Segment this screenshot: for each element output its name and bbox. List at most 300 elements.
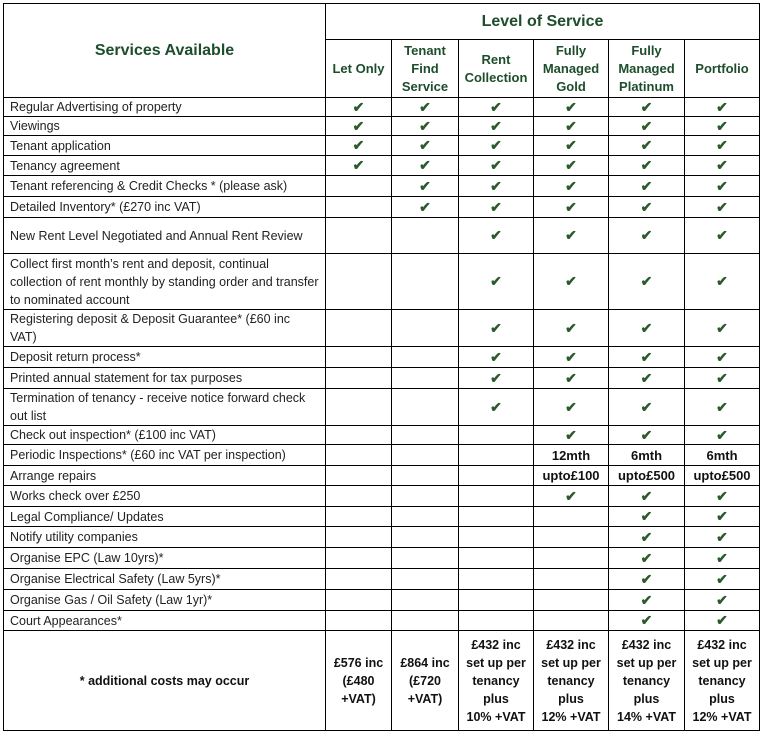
check-icon: ✔: [716, 612, 728, 628]
services-available-header: [4, 4, 326, 98]
check-icon: ✔: [716, 117, 728, 134]
cell-fully-managed-gold: [534, 197, 609, 218]
table-row: [4, 218, 760, 254]
service-name: Tenant application: [4, 136, 326, 156]
cell-fully-managed-platinum: [609, 347, 685, 368]
check-icon: ✔: [565, 348, 577, 365]
check-icon: ✔: [716, 177, 728, 194]
cell-let-only: [326, 389, 392, 426]
check-icon: ✔: [419, 137, 431, 153]
table-row: [4, 611, 760, 631]
check-icon: ✔: [565, 319, 577, 336]
cell-tenant-find-service: [392, 548, 459, 569]
check-icon: ✔: [716, 426, 728, 443]
cell-tenant-find-service: [392, 117, 459, 136]
cell-tenant-find-service: [392, 445, 459, 466]
cell-fully-managed-platinum: [609, 176, 685, 197]
price-line: 14% +VAT: [617, 709, 676, 724]
check-icon: ✔: [490, 98, 502, 115]
price-let-only: [326, 631, 392, 731]
cell-fully-managed-platinum: [609, 527, 685, 548]
cell-portfolio: [685, 117, 760, 136]
cell-fully-managed-gold: [534, 389, 609, 426]
check-icon: ✔: [565, 177, 577, 194]
service-name: Viewings: [4, 117, 326, 136]
price-line: £864 inc: [400, 655, 450, 670]
cell-fully-managed-platinum: [609, 569, 685, 590]
price-fully-managed-gold: [534, 631, 609, 731]
check-icon: ✔: [352, 157, 365, 173]
cell-portfolio: [685, 445, 760, 466]
check-icon: ✔: [419, 117, 431, 134]
cell-portfolio: [685, 486, 760, 507]
cell-fully-managed-gold: [534, 445, 609, 466]
level-of-service-title: Level of Service: [481, 12, 604, 30]
column-header-line: Collection: [464, 69, 528, 85]
price-fully-managed-platinum: [609, 631, 685, 731]
price-line: set up per: [466, 655, 526, 670]
check-icon: ✔: [640, 487, 653, 504]
cell-let-only: [326, 136, 392, 156]
column-header-fully-managed-platinum: [609, 40, 685, 98]
column-header-line: Fully: [631, 42, 662, 58]
check-icon: ✔: [716, 549, 728, 566]
cell-rent-collection: [459, 611, 534, 631]
column-header-rent-collection: [459, 40, 534, 98]
cell-portfolio: [685, 310, 760, 347]
column-header-line: Tenant: [404, 42, 446, 58]
cell-tenant-find-service: [392, 98, 459, 117]
cell-fully-managed-gold: [534, 254, 609, 310]
table-row: [4, 486, 760, 507]
table-row: [4, 569, 760, 590]
cell-fully-managed-gold: [534, 310, 609, 347]
table-row: [4, 507, 760, 527]
cell-let-only: [326, 426, 392, 445]
cell-rent-collection: [459, 117, 534, 136]
cell-fully-managed-platinum: [609, 218, 685, 254]
price-line: set up per: [541, 655, 601, 670]
cell-fully-managed-platinum: [609, 466, 685, 486]
service-name: Works check over £250: [4, 486, 326, 507]
cell-let-only: [326, 548, 392, 569]
table-row: [4, 389, 760, 426]
price-line: £432 inc: [697, 637, 747, 652]
cell-rent-collection: [459, 197, 534, 218]
cell-fully-managed-platinum: [609, 98, 685, 117]
cell-rent-collection: [459, 426, 534, 445]
cell-portfolio: [685, 347, 760, 368]
check-icon: ✔: [640, 398, 653, 415]
service-name: Termination of tenancy - receive notice forward check out list: [4, 389, 326, 426]
cell-fully-managed-platinum: [609, 548, 685, 569]
cell-fully-managed-platinum: [609, 368, 685, 389]
cell-portfolio: [685, 176, 760, 197]
check-icon: ✔: [565, 273, 577, 289]
cell-fully-managed-gold: [534, 136, 609, 156]
cell-rent-collection: [459, 445, 534, 466]
column-header-line: Portfolio: [695, 60, 749, 76]
table-row: [4, 590, 760, 611]
check-icon: ✔: [565, 487, 577, 504]
column-header-line: Managed: [542, 60, 600, 76]
level-of-service-header: [326, 4, 760, 40]
cell-tenant-find-service: [392, 569, 459, 590]
check-icon: ✔: [352, 117, 365, 134]
table-row: [4, 426, 760, 445]
check-icon: ✔: [640, 227, 653, 243]
cell-portfolio: [685, 254, 760, 310]
cell-fully-managed-platinum: [609, 254, 685, 310]
cell-fully-managed-platinum: [609, 486, 685, 507]
check-icon: ✔: [490, 157, 502, 173]
table-row: [4, 527, 760, 548]
cell-rent-collection: [459, 590, 534, 611]
cell-let-only: [326, 218, 392, 254]
cell-rent-collection: [459, 218, 534, 254]
check-icon: ✔: [565, 157, 577, 173]
check-icon: ✔: [640, 137, 653, 153]
additional-costs-note: * additional costs may occur: [4, 631, 326, 731]
service-name: Arrange repairs: [4, 466, 326, 486]
cell-fully-managed-gold: [534, 569, 609, 590]
cell-tenant-find-service: [392, 527, 459, 548]
cell-let-only: [326, 445, 392, 466]
cell-value: upto£500: [693, 468, 751, 483]
check-icon: ✔: [716, 273, 728, 289]
cell-portfolio: [685, 527, 760, 548]
cell-let-only: [326, 611, 392, 631]
service-name: Court Appearances*: [4, 611, 326, 631]
price-line: tenancy: [622, 673, 671, 688]
check-icon: ✔: [640, 98, 653, 115]
cell-rent-collection: [459, 389, 534, 426]
services-available-title: Services Available: [94, 41, 235, 59]
cell-tenant-find-service: [392, 197, 459, 218]
check-icon: ✔: [352, 137, 365, 153]
check-icon: ✔: [640, 591, 653, 608]
cell-tenant-find-service: [392, 310, 459, 347]
price-line: +VAT): [407, 691, 443, 706]
price-line: set up per: [616, 655, 677, 670]
table-row: [4, 548, 760, 569]
check-icon: ✔: [716, 198, 728, 215]
cell-fully-managed-gold: [534, 548, 609, 569]
column-header-portfolio: [685, 40, 760, 98]
service-name: Organise EPC (Law 10yrs)*: [4, 548, 326, 569]
pricing-row: [4, 631, 760, 731]
cell-tenant-find-service: [392, 347, 459, 368]
check-icon: ✔: [716, 137, 728, 153]
service-name: Tenant referencing & Credit Checks * (please ask): [4, 176, 326, 197]
price-line: plus: [709, 691, 735, 706]
cell-rent-collection: [459, 527, 534, 548]
price-portfolio: [685, 631, 760, 731]
check-icon: ✔: [565, 369, 577, 386]
cell-fully-managed-gold: [534, 590, 609, 611]
check-icon: ✔: [490, 227, 502, 243]
cell-rent-collection: [459, 176, 534, 197]
table-row: [4, 98, 760, 117]
cell-rent-collection: [459, 548, 534, 569]
price-line: set up per: [692, 655, 752, 670]
service-name: Registering deposit & Deposit Guarantee* (£60 inc VAT): [4, 310, 326, 347]
column-header-line: Rent: [481, 51, 511, 67]
column-header-line: Let Only: [332, 60, 385, 76]
cell-fully-managed-gold: [534, 176, 609, 197]
price-line: plus: [558, 691, 584, 706]
cell-rent-collection: [459, 136, 534, 156]
cell-let-only: [326, 569, 392, 590]
price-line: 12% +VAT: [692, 709, 752, 724]
price-line: (£720: [409, 673, 441, 688]
cell-tenant-find-service: [392, 136, 459, 156]
check-icon: ✔: [716, 348, 728, 365]
table-row: [4, 310, 760, 347]
cell-fully-managed-gold: [534, 156, 609, 176]
service-name: Periodic Inspections* (£60 inc VAT per inspection): [4, 445, 326, 466]
check-icon: ✔: [716, 591, 728, 608]
cell-tenant-find-service: [392, 486, 459, 507]
cell-let-only: [326, 486, 392, 507]
column-header-line: Fully: [555, 42, 587, 58]
cell-fully-managed-platinum: [609, 310, 685, 347]
cell-portfolio: [685, 548, 760, 569]
cell-fully-managed-gold: [534, 527, 609, 548]
price-line: £432 inc: [471, 637, 521, 652]
cell-portfolio: [685, 466, 760, 486]
cell-let-only: [326, 347, 392, 368]
cell-portfolio: [685, 156, 760, 176]
cell-rent-collection: [459, 347, 534, 368]
check-icon: ✔: [419, 98, 431, 115]
check-icon: ✔: [716, 508, 728, 524]
check-icon: ✔: [490, 369, 502, 386]
cell-tenant-find-service: [392, 389, 459, 426]
cell-let-only: [326, 310, 392, 347]
cell-rent-collection: [459, 156, 534, 176]
price-line: (£480: [342, 673, 375, 688]
cell-portfolio: [685, 368, 760, 389]
price-line: £432 inc: [621, 637, 672, 652]
cell-fully-managed-platinum: [609, 445, 685, 466]
table-row: [4, 136, 760, 156]
cell-fully-managed-gold: [534, 486, 609, 507]
cell-value: 6mth: [706, 447, 738, 463]
check-icon: ✔: [640, 198, 653, 215]
cell-portfolio: [685, 426, 760, 445]
service-level-table: [3, 3, 760, 731]
cell-fully-managed-platinum: [609, 197, 685, 218]
cell-value: 12mth: [551, 447, 591, 463]
price-line: 12% +VAT: [541, 709, 601, 724]
table-row: [4, 445, 760, 466]
service-name: Deposit return process*: [4, 347, 326, 368]
check-icon: ✔: [716, 98, 728, 115]
cell-rent-collection: [459, 310, 534, 347]
column-header-line: Managed: [618, 60, 675, 76]
check-icon: ✔: [640, 528, 653, 545]
cell-fully-managed-platinum: [609, 389, 685, 426]
service-name: Tenancy agreement: [4, 156, 326, 176]
check-icon: ✔: [490, 273, 502, 289]
cell-let-only: [326, 156, 392, 176]
cell-rent-collection: [459, 507, 534, 527]
cell-let-only: [326, 197, 392, 218]
price-rent-collection: [459, 631, 534, 731]
cell-tenant-find-service: [392, 466, 459, 486]
check-icon: ✔: [716, 570, 728, 587]
column-header-line: Platinum: [619, 78, 674, 94]
cell-fully-managed-gold: [534, 347, 609, 368]
cell-let-only: [326, 466, 392, 486]
cell-tenant-find-service: [392, 176, 459, 197]
check-icon: ✔: [716, 528, 728, 545]
price-line: £432 inc: [546, 637, 596, 652]
cell-tenant-find-service: [392, 611, 459, 631]
cell-tenant-find-service: [392, 426, 459, 445]
price-line: tenancy: [698, 673, 746, 688]
check-icon: ✔: [352, 98, 365, 115]
check-icon: ✔: [565, 398, 577, 415]
cell-fully-managed-gold: [534, 368, 609, 389]
check-icon: ✔: [640, 549, 653, 566]
check-icon: ✔: [640, 319, 653, 336]
check-icon: ✔: [490, 398, 502, 415]
check-icon: ✔: [419, 177, 431, 194]
cell-portfolio: [685, 218, 760, 254]
service-name: Legal Compliance/ Updates: [4, 507, 326, 527]
service-name: Regular Advertising of property: [4, 98, 326, 117]
cell-fully-managed-gold: [534, 98, 609, 117]
cell-portfolio: [685, 611, 760, 631]
cell-value: upto£500: [617, 468, 676, 483]
price-line: £576 inc: [333, 655, 384, 670]
check-icon: ✔: [640, 612, 653, 628]
cell-fully-managed-gold: [534, 611, 609, 631]
cell-value: upto£100: [542, 468, 600, 483]
cell-portfolio: [685, 590, 760, 611]
cell-fully-managed-gold: [534, 507, 609, 527]
cell-tenant-find-service: [392, 507, 459, 527]
check-icon: ✔: [640, 117, 653, 134]
price-line: 10% +VAT: [466, 709, 526, 724]
check-icon: ✔: [490, 137, 502, 153]
table-row: [4, 254, 760, 310]
cell-let-only: [326, 507, 392, 527]
cell-fully-managed-platinum: [609, 117, 685, 136]
check-icon: ✔: [640, 273, 653, 289]
cell-let-only: [326, 98, 392, 117]
table-row: [4, 117, 760, 136]
cell-tenant-find-service: [392, 254, 459, 310]
check-icon: ✔: [640, 177, 653, 194]
table-row: [4, 197, 760, 218]
check-icon: ✔: [565, 137, 577, 153]
table-row: [4, 347, 760, 368]
check-icon: ✔: [716, 487, 728, 504]
cell-fully-managed-gold: [534, 218, 609, 254]
column-header-line: Gold: [556, 78, 586, 94]
check-icon: ✔: [490, 177, 502, 194]
cell-portfolio: [685, 136, 760, 156]
cell-value: 6mth: [630, 447, 663, 463]
check-icon: ✔: [490, 348, 502, 365]
cell-fully-managed-platinum: [609, 136, 685, 156]
column-header-line: Service: [401, 78, 449, 94]
service-name: Organise Gas / Oil Safety (Law 1yr)*: [4, 590, 326, 611]
check-icon: ✔: [640, 426, 653, 443]
column-header-let-only: [326, 40, 392, 98]
check-icon: ✔: [565, 426, 577, 443]
service-name: Printed annual statement for tax purposes: [4, 368, 326, 389]
cell-portfolio: [685, 569, 760, 590]
cell-fully-managed-platinum: [609, 426, 685, 445]
check-icon: ✔: [490, 198, 502, 215]
table-row: [4, 368, 760, 389]
cell-portfolio: [685, 507, 760, 527]
table-row: [4, 466, 760, 486]
price-line: plus: [633, 691, 660, 706]
cell-rent-collection: [459, 98, 534, 117]
cell-tenant-find-service: [392, 218, 459, 254]
cell-fully-managed-platinum: [609, 156, 685, 176]
cell-fully-managed-gold: [534, 466, 609, 486]
service-name: Detailed Inventory* (£270 inc VAT): [4, 197, 326, 218]
cell-fully-managed-gold: [534, 426, 609, 445]
cell-rent-collection: [459, 486, 534, 507]
service-name: Collect first month’s rent and deposit, continual collection of rent monthly by standing order and transfer to nominated account: [4, 254, 326, 310]
service-name: Organise Electrical Safety (Law 5yrs)*: [4, 569, 326, 590]
table-row: [4, 156, 760, 176]
cell-let-only: [326, 254, 392, 310]
check-icon: ✔: [640, 157, 653, 173]
cell-portfolio: [685, 389, 760, 426]
check-icon: ✔: [419, 198, 431, 215]
check-icon: ✔: [565, 227, 577, 243]
check-icon: ✔: [640, 348, 653, 365]
cell-fully-managed-platinum: [609, 611, 685, 631]
price-line: plus: [483, 691, 509, 706]
table-body: [4, 98, 760, 731]
service-name: New Rent Level Negotiated and Annual Rent Review: [4, 218, 326, 254]
check-icon: ✔: [716, 227, 728, 243]
check-icon: ✔: [640, 508, 653, 524]
table-row: [4, 176, 760, 197]
check-icon: ✔: [716, 319, 728, 336]
cell-let-only: [326, 368, 392, 389]
cell-let-only: [326, 117, 392, 136]
check-icon: ✔: [565, 117, 577, 134]
cell-let-only: [326, 176, 392, 197]
cell-tenant-find-service: [392, 368, 459, 389]
cell-rent-collection: [459, 569, 534, 590]
cell-fully-managed-platinum: [609, 590, 685, 611]
column-header-line: Find: [411, 60, 439, 76]
service-name: Check out inspection* (£100 inc VAT): [4, 426, 326, 445]
check-icon: ✔: [565, 198, 577, 215]
price-tenant-find-service: [392, 631, 459, 731]
price-line: +VAT): [341, 691, 376, 706]
cell-let-only: [326, 527, 392, 548]
cell-tenant-find-service: [392, 590, 459, 611]
cell-tenant-find-service: [392, 156, 459, 176]
cell-let-only: [326, 590, 392, 611]
check-icon: ✔: [490, 117, 502, 134]
cell-rent-collection: [459, 368, 534, 389]
column-header-fully-managed-gold: [534, 40, 609, 98]
check-icon: ✔: [640, 570, 653, 587]
